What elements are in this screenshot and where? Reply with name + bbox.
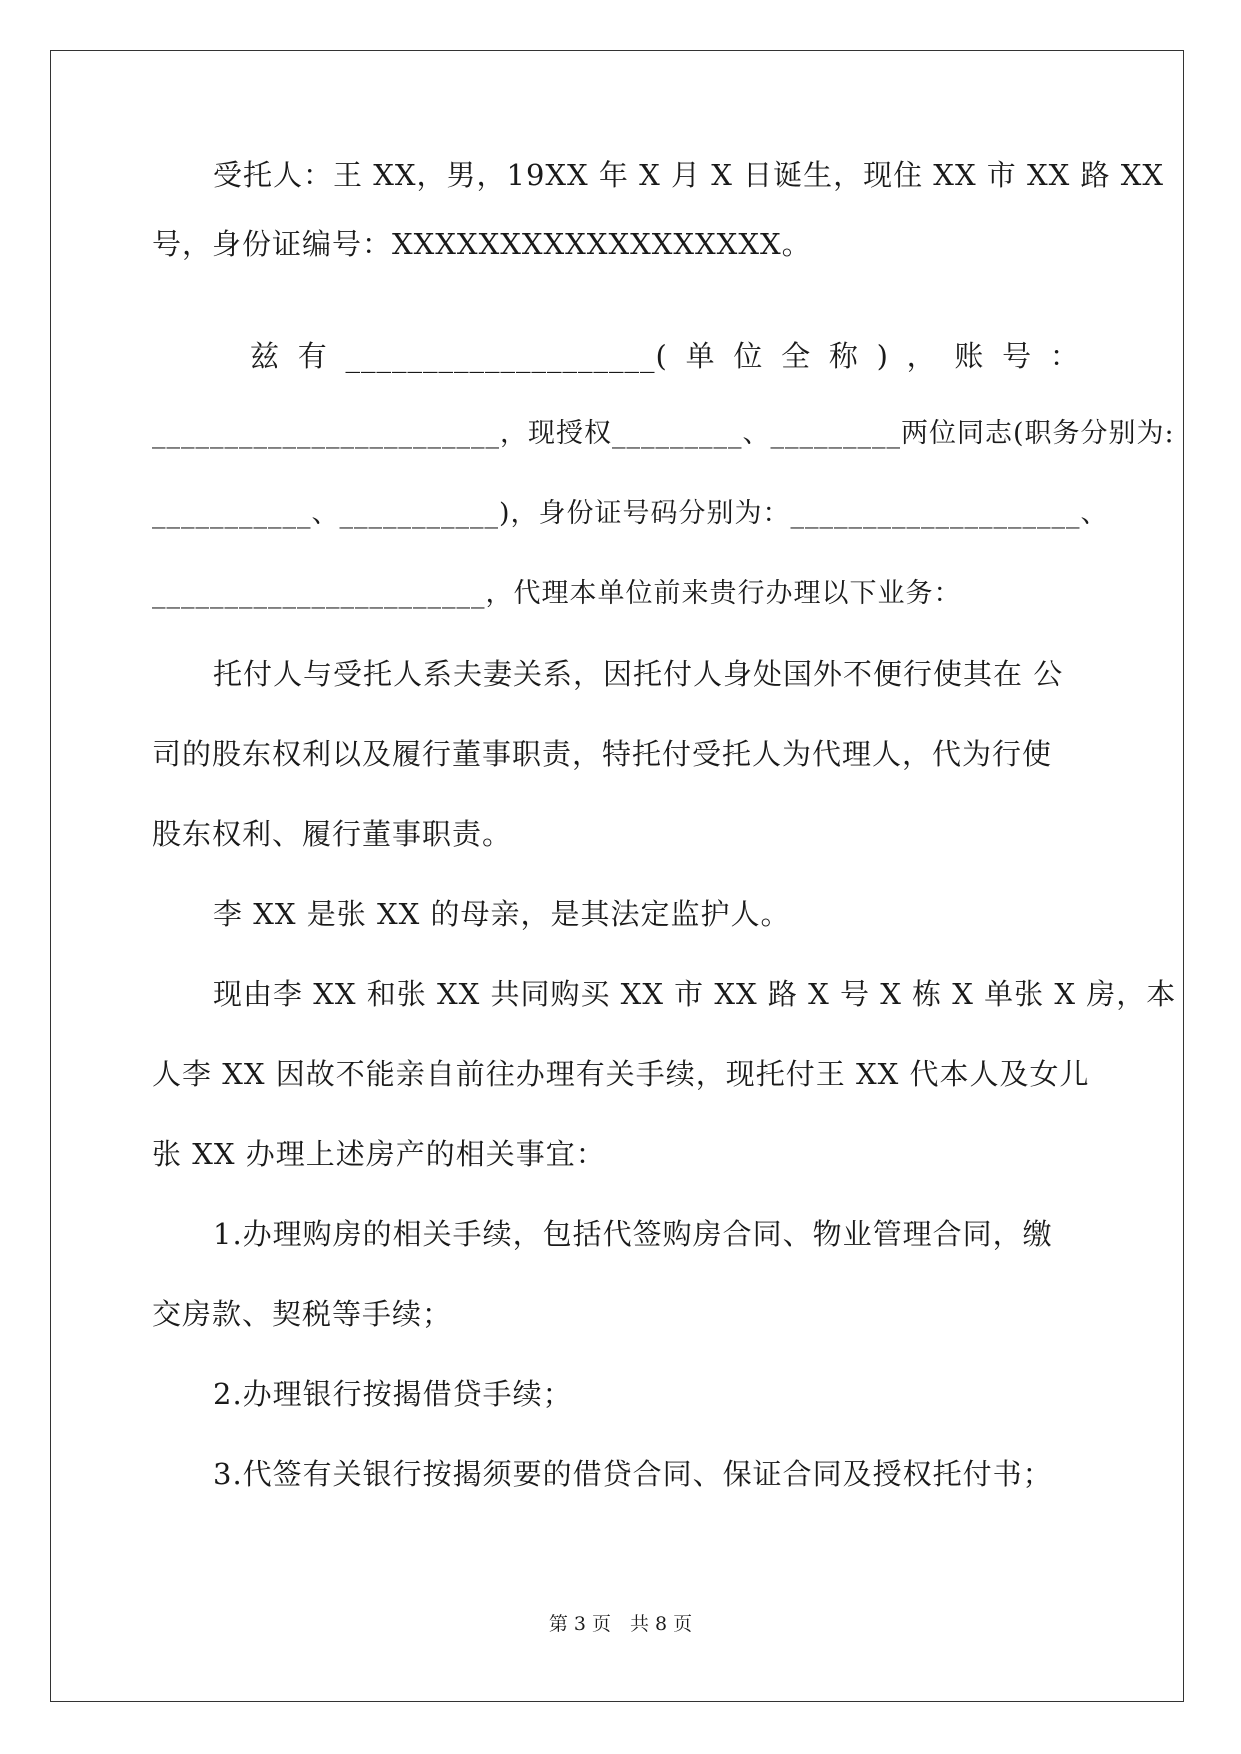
paragraph-line: 1.办理购房的相关手续，包括代签购房合同、物业管理合同，缴 — [213, 1217, 1053, 1251]
paragraph-line: ___________、___________)，身份证号码分别为：____________________、 — [152, 498, 1109, 529]
spaced-text: 全 — [781, 339, 812, 373]
paragraph-line: 号，身份证编号：XXXXXXXXXXXXXXXXXX。 — [152, 227, 812, 261]
paragraph-line: 司的股东权利以及履行董事职责，特托付受托人为代理人，代为行使 — [152, 737, 1053, 771]
paragraph-line: 李 XX 是张 XX 的母亲，是其法定监护人。 — [213, 897, 791, 931]
paragraph-line: 股东权利、履行董事职责。 — [152, 817, 513, 851]
paragraph-line: _______________________，代理本单位前来贵行办理以下业务： — [152, 578, 962, 609]
spaced-text: 有 — [297, 339, 328, 373]
paragraph-line: ________________________，现授权_________、_________两位同志(职务分别为: — [152, 418, 1175, 449]
page-number-footer: 第 3 页 共 8 页 — [548, 1613, 693, 1635]
paragraph-line: 现由李 XX 和张 XX 共同购买 XX 市 XX 路 X 号 X 栋 X 单张 X 房，本 — [213, 977, 1177, 1011]
paragraph-line: 托付人与受托人系夫妻关系，因托付人身处国外不便行使其在 公 — [213, 657, 1064, 691]
paragraph-line: 张 XX 办理上述房产的相关事宜： — [152, 1137, 606, 1171]
spaced-text: ) — [876, 339, 889, 373]
blank-field: ____________________( — [345, 339, 668, 373]
spaced-text: ， — [906, 339, 937, 373]
spaced-text: ： — [1049, 339, 1080, 373]
spaced-text: 称 — [828, 339, 859, 373]
spaced-text: 单 — [685, 339, 716, 373]
spaced-text: 位 — [733, 339, 764, 373]
paragraph-line: 2.办理银行按揭借贷手续； — [213, 1377, 573, 1411]
paragraph-line: 人李 XX 因故不能亲自前往办理有关手续，现托付王 XX 代本人及女儿 — [152, 1057, 1090, 1091]
spaced-paragraph-line — [250, 336, 1080, 376]
paragraph-line: 3.代签有关银行按揭须要的借贷合同、保证合同及授权托付书； — [213, 1457, 1053, 1491]
spaced-text: 兹 — [250, 339, 281, 373]
spaced-text: 号 — [1002, 339, 1033, 373]
paragraph-line: 受托人：王 XX，男，19XX 年 X 月 X 日诞生，现住 XX 市 XX 路 XX — [213, 158, 1165, 192]
spaced-text: 账 — [954, 339, 985, 373]
paragraph-line: 交房款、契税等手续； — [152, 1297, 453, 1331]
